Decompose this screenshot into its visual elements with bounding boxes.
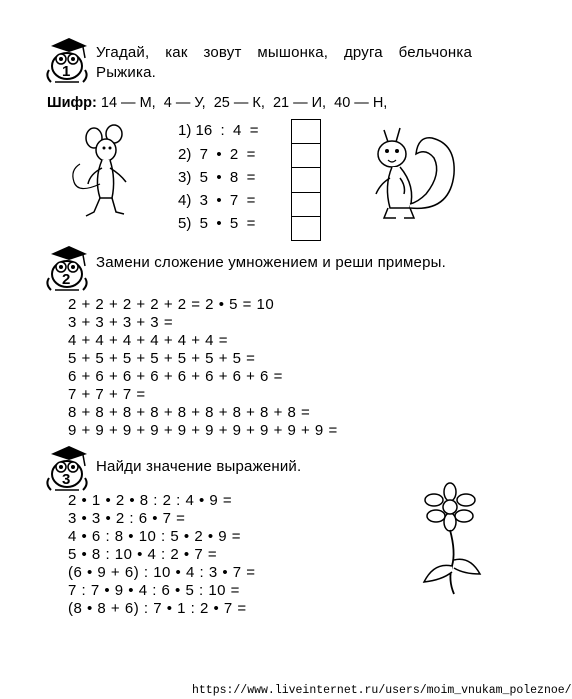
task-number: 2 [62, 271, 71, 288]
squirrel-icon [370, 124, 460, 224]
task-2-text: Замени сложение умножением и реши примеры. [96, 254, 446, 271]
task-3-owl-badge [43, 440, 91, 496]
cipher-label: Шифр: [47, 95, 97, 111]
mouse-icon [64, 124, 134, 224]
cipher-line [47, 94, 487, 112]
task3-line: 5 • 8 : 10 • 4 : 2 • 7 = [68, 546, 218, 563]
task1-example: 2) 7 • 2 = [178, 146, 256, 163]
task1-example: 4) 3 • 7 = [178, 192, 256, 209]
task-1-owl-badge [43, 32, 91, 88]
task2-line: 4 + 4 + 4 + 4 + 4 + 4 = [68, 332, 228, 349]
task1-example: 1) 16 : 4 = [178, 122, 259, 139]
flower-icon [414, 482, 486, 600]
task-number: 1 [62, 63, 71, 80]
flower-illustration [414, 482, 486, 600]
answer-box[interactable] [292, 217, 320, 240]
answer-box[interactable] [292, 120, 320, 144]
answer-boxes [291, 119, 321, 241]
task2-line: 8 + 8 + 8 + 8 + 8 + 8 + 8 + 8 + 8 = [68, 404, 311, 421]
task1-example: 3) 5 • 8 = [178, 169, 256, 186]
task-3-text: Найди значение выражений. [96, 458, 302, 475]
answer-box[interactable] [292, 193, 320, 217]
answer-box[interactable] [292, 144, 320, 168]
mouse-illustration [64, 124, 134, 224]
task2-line: 6 + 6 + 6 + 6 + 6 + 6 + 6 + 6 = [68, 368, 283, 385]
task2-line: 2 + 2 + 2 + 2 + 2 = 2 • 5 = 10 [68, 296, 275, 313]
cipher-text: 14 — М, 4 — У, 25 — К, 21 — И, 40 — Н, [100, 95, 388, 111]
task3-line: 2 • 1 • 2 • 8 : 2 : 4 • 9 = [68, 492, 233, 509]
task1-example: 5) 5 • 5 = [178, 215, 256, 232]
source-url: https://www.liveinternet.ru/users/moim_vnukam_poleznoe/ [192, 684, 572, 697]
task3-line: 3 • 3 • 2 : 6 • 7 = [68, 510, 186, 527]
task2-line: 9 + 9 + 9 + 9 + 9 + 9 + 9 + 9 + 9 + 9 = [68, 422, 338, 439]
task2-line: 7 + 7 + 7 = [68, 386, 146, 403]
squirrel-illustration [370, 124, 460, 224]
task-number: 3 [62, 471, 71, 488]
task3-line: (6 • 9 + 6) : 10 • 4 : 3 • 7 = [68, 564, 256, 581]
task3-line: 7 : 7 • 9 • 4 : 6 • 5 : 10 = [68, 582, 240, 599]
task-1-text: Угадай, как зовут мышонка, друга бельчонка Рыжика. [96, 44, 472, 81]
task-2-owl-badge [43, 240, 91, 296]
answer-box[interactable] [292, 168, 320, 192]
task3-line: 4 • 6 : 8 • 10 : 5 • 2 • 9 = [68, 528, 242, 545]
task2-line: 3 + 3 + 3 + 3 = [68, 314, 174, 331]
task3-line: (8 • 8 + 6) : 7 • 1 : 2 • 7 = [68, 600, 247, 617]
task2-line: 5 + 5 + 5 + 5 + 5 + 5 + 5 = [68, 350, 256, 367]
